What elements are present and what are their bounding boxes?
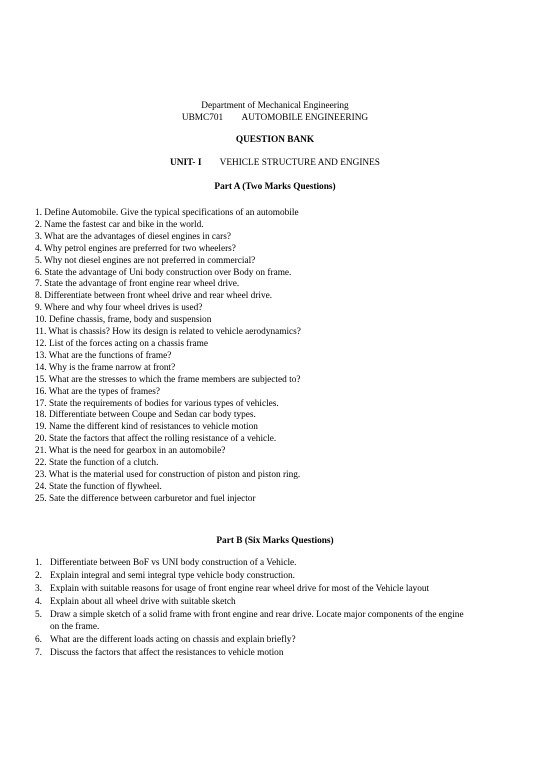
- question-text: Explain with suitable reasons for usage of front engine rear wheel drive for most of the Vehicle layout: [50, 584, 430, 595]
- question-number: 5.: [35, 610, 42, 621]
- part-a-question: 19. Name the different kind of resistances to vehicle motion: [35, 422, 258, 433]
- part-a-question: 8. Differentiate between front wheel drive and rear wheel drive.: [35, 291, 273, 302]
- part-a-question: 11. What is chassis? How its design is related to vehicle aerodynamics?: [35, 327, 301, 338]
- part-a-question: 20. State the factors that affect the rolling resistance of a vehicle.: [35, 434, 277, 445]
- unit-name: VEHICLE STRUCTURE AND ENGINES: [219, 158, 380, 168]
- question-number: 4.: [35, 597, 42, 608]
- part-a-question: 23. What is the material used for construction of piston and piston ring.: [35, 469, 301, 480]
- part-b-heading: Part B (Six Marks Questions): [216, 536, 334, 546]
- question-text: Draw a simple sketch of a solid frame with front engine and rear drive. Locate major components of the engine on the frame.: [50, 610, 464, 632]
- part-a-question: 5. Why not diesel engines are not preferred in commercial?: [35, 255, 256, 266]
- document-title: QUESTION BANK: [235, 135, 315, 145]
- question-number: 1.: [35, 558, 42, 568]
- part-b-question: [35, 597, 475, 609]
- question-number: 2.: [35, 571, 42, 582]
- question-number: 3.: [35, 584, 42, 595]
- part-a-question: 25. Sate the difference between carburetor and fuel injector: [35, 493, 256, 504]
- part-b-question: [35, 635, 475, 647]
- question-text: Explain about all wheel drive with suitable sketch: [50, 597, 236, 608]
- part-b-question-list: [35, 558, 475, 661]
- course-name: AUTOMOBILE ENGINEERING: [241, 112, 369, 123]
- part-a-question: 4. Why petrol engines are preferred for two wheelers?: [35, 243, 236, 254]
- part-b-question: [35, 584, 475, 596]
- question-text: Differentiate between BoF vs UNI body construction of a Vehicle.: [50, 558, 297, 568]
- course-line: [0, 113, 550, 125]
- part-b-question: [35, 558, 475, 570]
- unit-number: UNIT- I: [170, 158, 202, 168]
- document-header: [0, 101, 550, 124]
- part-a-question: 24. State the function of flywheel.: [35, 481, 162, 492]
- part-a-question: 13. What are the functions of frame?: [35, 350, 172, 361]
- part-a-question: 7. State the advantage of front engine rear wheel drive.: [35, 279, 240, 290]
- course-code: UBMC701: [181, 112, 224, 123]
- question-text: Discuss the factors that affect the resistances to vehicle motion: [50, 648, 284, 659]
- part-b-question: [35, 571, 475, 583]
- part-b-question: [35, 648, 475, 660]
- part-a-question: 9. Where and why four wheel drives is used?: [35, 303, 203, 314]
- question-text: Explain integral and semi integral type vehicle body construction.: [50, 571, 296, 582]
- part-b-question: [35, 610, 475, 633]
- part-a-question-list: [35, 208, 515, 506]
- part-a-question: 16. What are the types of frames?: [35, 386, 161, 397]
- part-a-question: 22. State the function of a clutch.: [35, 458, 159, 469]
- question-number: 7.: [35, 648, 42, 659]
- part-a-question: 18. Differentiate between Coupe and Sedan car body types.: [35, 410, 256, 421]
- part-a-question: 2. Name the fastest car and bike in the world.: [35, 219, 204, 230]
- part-a-question: 14. Why is the frame narrow at front?: [35, 362, 176, 373]
- part-a-question: 3. What are the advantages of diesel engines in cars?: [35, 231, 232, 242]
- question-number: 6.: [35, 634, 42, 645]
- part-a-question: 15. What are the stresses to which the frame members are subjected to?: [35, 374, 301, 385]
- department-name: Department of Mechanical Engineering: [201, 101, 349, 111]
- part-a-question: 6. State the advantage of Uni body construction over Body on frame.: [35, 267, 292, 278]
- unit-heading: [0, 158, 550, 169]
- part-a-question: 17. State the requirements of bodies for various types of vehicles.: [35, 398, 279, 409]
- question-text: What are the different loads acting on chassis and explain briefly?: [50, 634, 296, 645]
- part-a-heading: Part A (Two Marks Questions): [214, 182, 336, 192]
- part-a-question: 1. Define Automobile. Give the typical specifications of an automobile: [35, 208, 299, 218]
- part-a-question: 12. List of the forces acting on a chassis frame: [35, 338, 208, 349]
- part-a-question: 21. What is the need for gearbox in an automobile?: [35, 446, 226, 457]
- part-a-question: 10. Define chassis, frame, body and suspension: [35, 315, 212, 326]
